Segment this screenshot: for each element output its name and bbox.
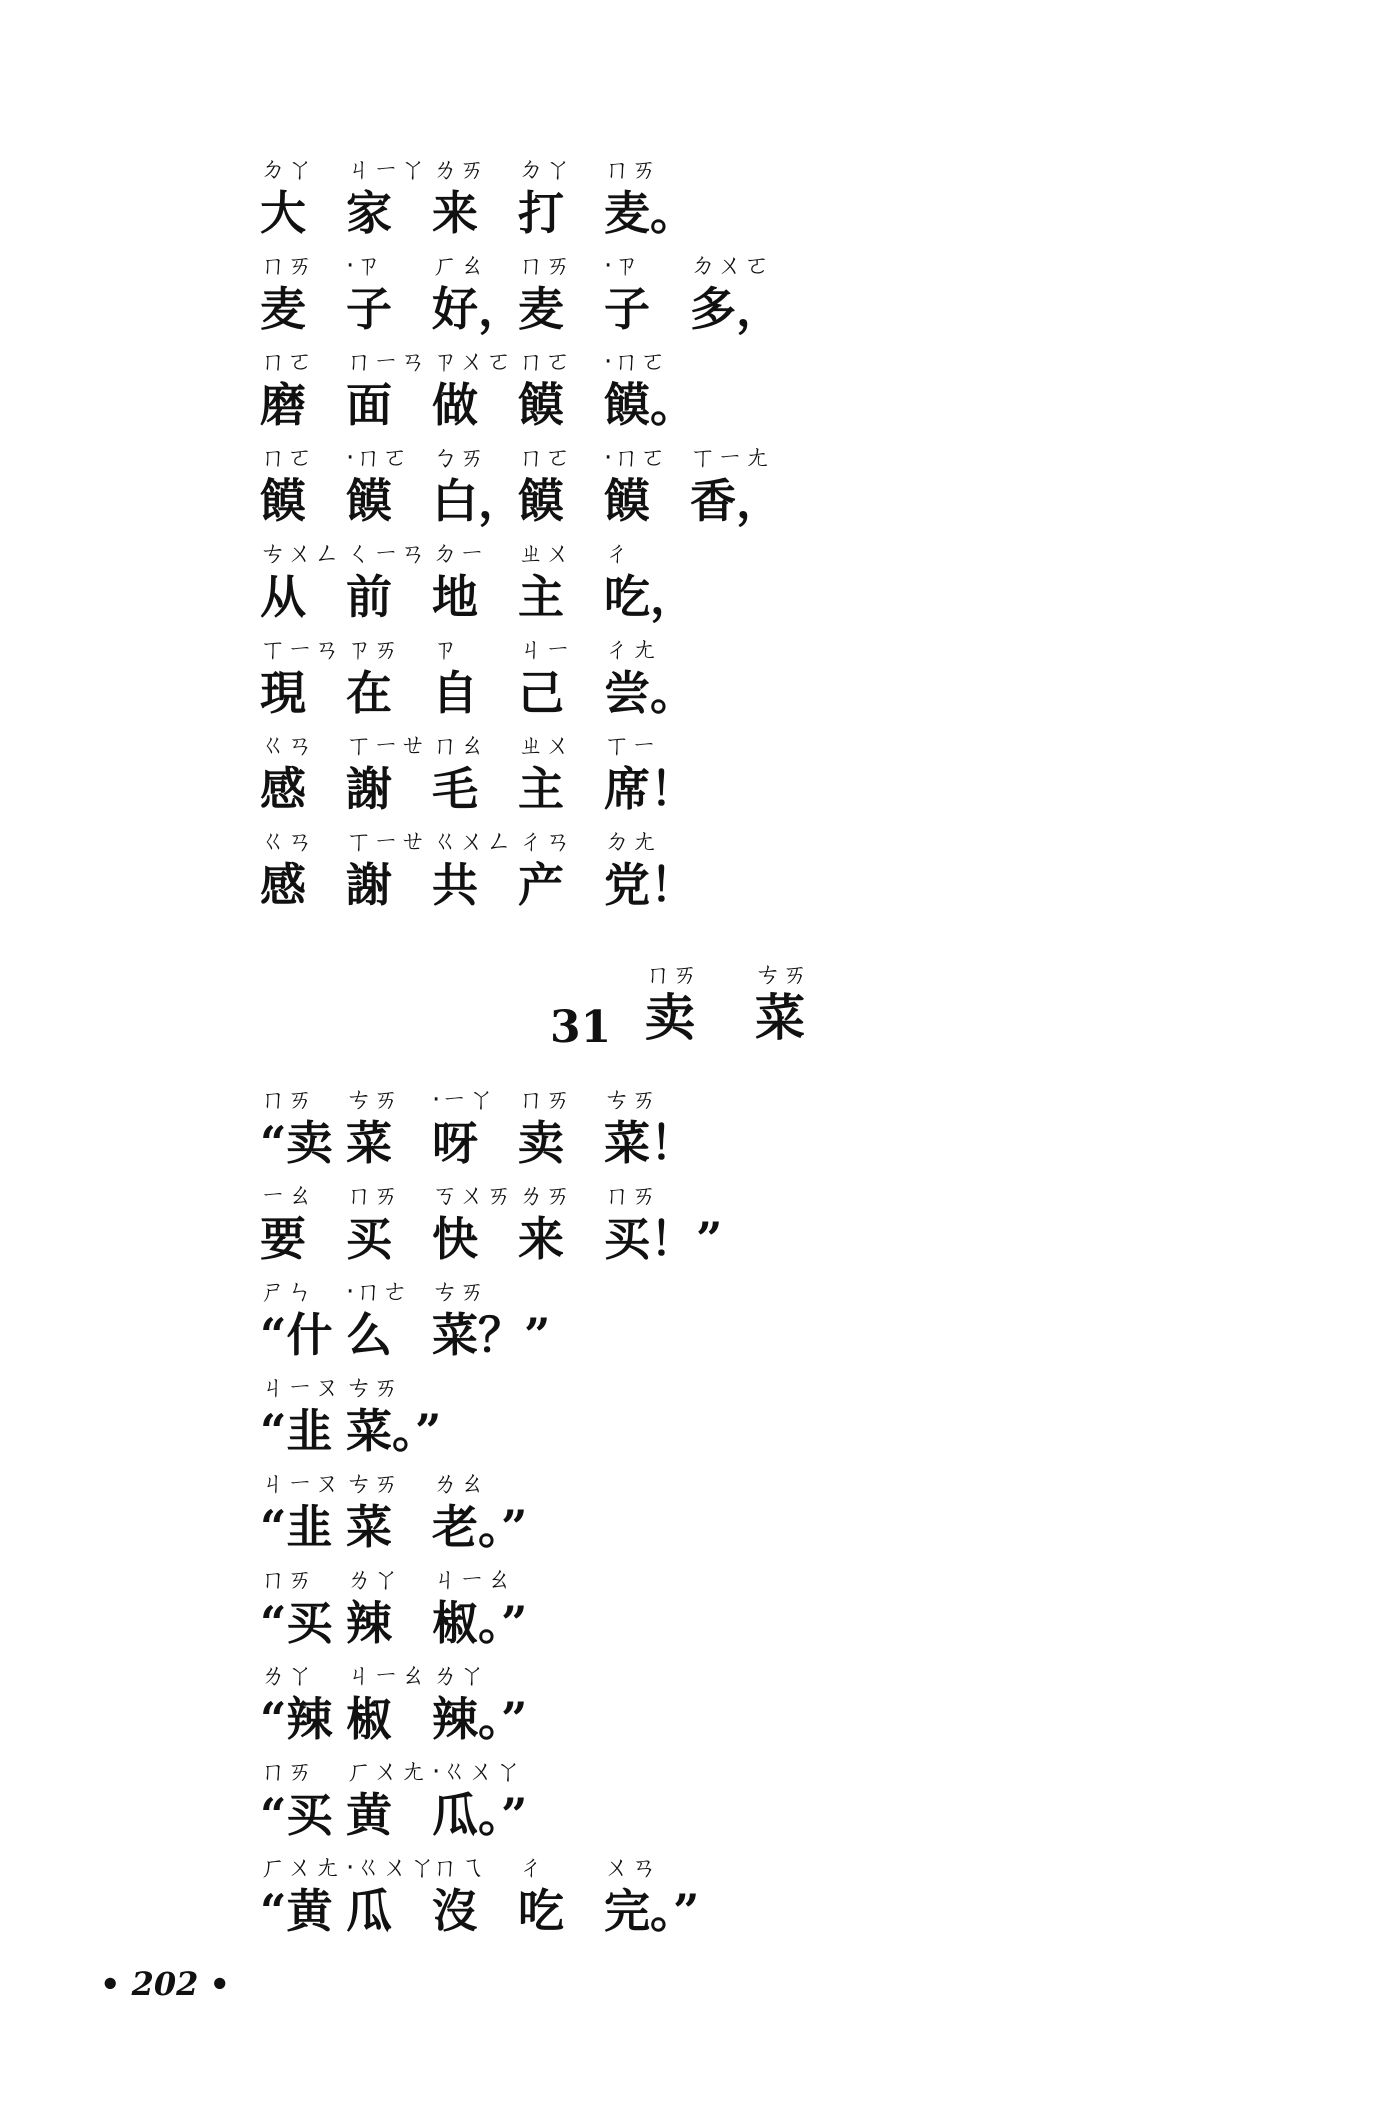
syllable	[346, 539, 442, 627]
zhuyin: ㄒㄧㄢ	[260, 635, 342, 665]
zhuyin: ㄍㄢ	[260, 731, 315, 761]
hanzi: 主	[518, 570, 564, 624]
zhuyin: ㄌㄠ	[432, 1469, 487, 1499]
syllable	[346, 827, 442, 915]
hanzi: 自	[432, 666, 478, 720]
syllable	[346, 635, 442, 723]
syllable	[518, 251, 614, 339]
syllable	[346, 1469, 442, 1557]
hanzi: 己	[518, 666, 564, 720]
hanzi: 謝	[346, 858, 392, 912]
hanzi: 麦	[518, 282, 564, 336]
syllable	[260, 1757, 356, 1845]
hanzi: 卖	[518, 1116, 564, 1170]
hanzi: 子	[604, 282, 650, 336]
zhuyin: ㄓㄨ	[518, 731, 573, 761]
title-char	[755, 960, 865, 1048]
syllable	[518, 347, 614, 435]
syllable	[604, 827, 700, 915]
syllable	[604, 443, 700, 531]
syllable	[432, 1181, 528, 1269]
hanzi: 呀	[432, 1116, 478, 1170]
zhuyin: ·ㄍㄨㄚ	[432, 1757, 523, 1787]
syllable	[432, 1565, 528, 1653]
syllable	[260, 155, 356, 243]
syllable	[604, 731, 700, 819]
zhuyin: ㄐㄧㄠ	[432, 1565, 514, 1595]
zhuyin: ㄐㄧㄚ	[346, 155, 428, 185]
hanzi: 菜？”	[432, 1308, 551, 1362]
syllable	[690, 251, 786, 339]
hanzi: 大	[260, 186, 306, 240]
hanzi: 来	[518, 1212, 564, 1266]
syllable	[518, 1181, 614, 1269]
zhuyin: ㄇㄞ	[260, 1757, 315, 1787]
hanzi: 家	[346, 186, 392, 240]
zhuyin: ㄗㄨㄛ	[432, 347, 514, 377]
zhuyin: ㄎㄨㄞ	[432, 1181, 514, 1211]
zhuyin: ㄗㄞ	[346, 635, 401, 665]
zhuyin: ㄌㄚ	[432, 1661, 487, 1691]
syllable	[432, 443, 528, 531]
hanzi: 共	[432, 858, 478, 912]
syllable	[604, 347, 700, 435]
hanzi: 饃	[604, 474, 650, 528]
hanzi: 面	[346, 378, 392, 432]
syllable	[432, 251, 528, 339]
syllable	[346, 443, 442, 531]
hanzi: 买！”	[604, 1212, 723, 1266]
zhuyin: ㄓㄨ	[518, 539, 573, 569]
syllable	[604, 155, 700, 243]
hanzi: 么	[346, 1308, 392, 1362]
syllable	[690, 443, 786, 531]
zhuyin: ㄇㄞ	[260, 1565, 315, 1595]
hanzi: “辣	[260, 1692, 333, 1746]
syllable	[346, 731, 442, 819]
hanzi: “卖	[260, 1116, 333, 1170]
zhuyin: ㄇㄞ	[260, 1085, 315, 1115]
syllable	[260, 1373, 356, 1461]
zhuyin: ㄐㄧㄡ	[260, 1373, 342, 1403]
hanzi: 黄	[346, 1788, 392, 1842]
hanzi: 老。”	[432, 1500, 528, 1554]
zhuyin: ㄇㄛ	[260, 347, 315, 377]
zhuyin: ㄗ	[432, 635, 460, 665]
zhuyin: ·ㄗ	[346, 251, 383, 281]
hanzi: 菜	[346, 1116, 392, 1170]
syllable	[432, 1085, 528, 1173]
syllable	[604, 635, 700, 723]
hanzi: 完。”	[604, 1884, 700, 1938]
zhuyin: ㄉㄧ	[432, 539, 487, 569]
zhuyin: ㄔㄢ	[518, 827, 573, 857]
zhuyin: ㄇㄧㄢ	[346, 347, 428, 377]
syllable	[346, 1757, 442, 1845]
syllable	[260, 731, 356, 819]
hanzi: 饃	[260, 474, 306, 528]
zhuyin: ㄇㄞ	[518, 1085, 573, 1115]
zhuyin: ·ㄇㄛ	[604, 443, 668, 473]
zhuyin: ㄏㄨㄤ	[260, 1853, 342, 1883]
syllable	[518, 155, 614, 243]
zhuyin: ㄇㄞ	[604, 155, 659, 185]
zhuyin: ㄑㄧㄢ	[346, 539, 428, 569]
zhuyin: ㄧㄠ	[260, 1181, 315, 1211]
hanzi: 磨	[260, 378, 306, 432]
hanzi: 买	[346, 1212, 392, 1266]
section-heading	[550, 960, 870, 1060]
zhuyin: ·ㄍㄨㄚ	[346, 1853, 437, 1883]
zhuyin: ㄘㄞ	[346, 1085, 401, 1115]
syllable	[346, 1085, 442, 1173]
syllable	[432, 635, 528, 723]
zhuyin: ㄉㄤ	[604, 827, 659, 857]
syllable	[518, 827, 614, 915]
hanzi: 子	[346, 282, 392, 336]
syllable	[518, 731, 614, 819]
zhuyin: ㄇㄛ	[518, 347, 573, 377]
hanzi: 吃	[518, 1884, 564, 1938]
zhuyin: ·ㄇㄛ	[346, 443, 410, 473]
syllable	[346, 347, 442, 435]
zhuyin: ㄐㄧ	[518, 635, 573, 665]
syllable	[346, 155, 442, 243]
hanzi: 菜	[346, 1500, 392, 1554]
syllable	[346, 1661, 442, 1749]
hanzi: 瓜。”	[432, 1788, 528, 1842]
syllable	[432, 539, 528, 627]
hanzi: 来	[432, 186, 478, 240]
zhuyin: ㄒㄧㄝ	[346, 731, 428, 761]
section-number: 31	[550, 1002, 612, 1053]
zhuyin: ㄍㄨㄥ	[432, 827, 514, 857]
syllable	[260, 827, 356, 915]
syllable	[432, 155, 528, 243]
syllable	[260, 1469, 356, 1557]
page-number: • 202 •	[100, 1965, 230, 2003]
hanzi: 饃。	[604, 378, 696, 432]
zhuyin: ㄕㄣ	[260, 1277, 315, 1307]
syllable	[432, 1661, 528, 1749]
hanzi: 卖	[645, 988, 695, 1047]
syllable	[260, 443, 356, 531]
zhuyin: ㄉㄨㄛ	[690, 251, 772, 281]
syllable	[346, 1181, 442, 1269]
hanzi: 做	[432, 378, 478, 432]
zhuyin: ㄇㄠ	[432, 731, 487, 761]
hanzi: 多，	[690, 282, 782, 336]
syllable	[604, 1181, 723, 1269]
hanzi: 白，	[432, 474, 524, 528]
syllable	[260, 1661, 356, 1749]
hanzi: 菜！	[604, 1116, 696, 1170]
hanzi: 要	[260, 1212, 306, 1266]
hanzi: 菜。”	[346, 1404, 442, 1458]
zhuyin: ·ㄇㄛ	[604, 347, 668, 377]
zhuyin: ㄌㄚ	[260, 1661, 315, 1691]
hanzi: 从	[260, 570, 306, 624]
hanzi: “买	[260, 1596, 333, 1650]
syllable	[604, 251, 700, 339]
syllable	[346, 1277, 442, 1365]
zhuyin: ㄒㄧㄤ	[690, 443, 772, 473]
syllable	[346, 1853, 442, 1941]
zhuyin: ㄐㄧㄠ	[346, 1661, 428, 1691]
syllable	[604, 539, 700, 627]
syllable	[432, 1853, 528, 1941]
hanzi: 快	[432, 1212, 478, 1266]
hanzi: 尝。	[604, 666, 696, 720]
zhuyin: ㄉㄚ	[518, 155, 573, 185]
syllable	[260, 347, 356, 435]
syllable	[432, 1469, 528, 1557]
zhuyin: ㄏㄠ	[432, 251, 487, 281]
syllable	[260, 539, 356, 627]
zhuyin: ·ㄇㄜ	[346, 1277, 410, 1307]
zhuyin: ㄍㄢ	[260, 827, 315, 857]
zhuyin: ㄘㄞ	[346, 1469, 401, 1499]
hanzi: 椒。”	[432, 1596, 528, 1650]
syllable	[260, 1181, 356, 1269]
hanzi: 辣	[346, 1596, 392, 1650]
zhuyin: ㄘㄞ	[432, 1277, 487, 1307]
syllable	[260, 1565, 356, 1653]
hanzi: “韭	[260, 1500, 333, 1554]
syllable	[346, 251, 442, 339]
hanzi: 瓜	[346, 1884, 392, 1938]
syllable	[604, 1853, 700, 1941]
zhuyin: ㄔㄤ	[604, 635, 659, 665]
zhuyin: ㄘㄨㄥ	[260, 539, 342, 569]
zhuyin: ㄌㄞ	[518, 1181, 573, 1211]
title-char	[645, 960, 755, 1048]
zhuyin: ㄘㄞ	[604, 1085, 659, 1115]
hanzi: 感	[260, 762, 306, 816]
zhuyin: ㄇㄞ	[260, 251, 315, 281]
syllable	[518, 635, 614, 723]
zhuyin: ㄐㄧㄡ	[260, 1469, 342, 1499]
hanzi: 香，	[690, 474, 782, 528]
hanzi: 麦	[260, 282, 306, 336]
syllable	[260, 1853, 356, 1941]
hanzi: 产	[518, 858, 564, 912]
hanzi: 饃	[518, 474, 564, 528]
hanzi: 前	[346, 570, 392, 624]
zhuyin: ㄉㄚ	[260, 155, 315, 185]
syllable	[346, 1373, 442, 1461]
zhuyin: ㄇㄞ	[645, 960, 700, 990]
syllable	[432, 1277, 551, 1365]
zhuyin: ㄇㄟ	[432, 1853, 487, 1883]
hanzi: 吃，	[604, 570, 696, 624]
hanzi: 麦。	[604, 186, 696, 240]
syllable	[432, 827, 528, 915]
hanzi: 地	[432, 570, 478, 624]
syllable	[518, 1853, 614, 1941]
zhuyin: ㄔ	[604, 539, 632, 569]
syllable	[432, 731, 528, 819]
hanzi: 椒	[346, 1692, 392, 1746]
zhuyin: ㄇㄞ	[518, 251, 573, 281]
syllable	[346, 1565, 442, 1653]
zhuyin: ㄌㄞ	[432, 155, 487, 185]
syllable	[260, 635, 356, 723]
hanzi: 打	[518, 186, 564, 240]
zhuyin: ㄇㄛ	[260, 443, 315, 473]
hanzi: “黄	[260, 1884, 333, 1938]
hanzi: 沒	[432, 1884, 478, 1938]
hanzi: 主	[518, 762, 564, 816]
zhuyin: ㄘㄞ	[346, 1373, 401, 1403]
zhuyin: ㄇㄛ	[518, 443, 573, 473]
zhuyin: ㄘㄞ	[755, 960, 810, 990]
zhuyin: ㄒㄧ	[604, 731, 659, 761]
syllable	[260, 1085, 356, 1173]
zhuyin: ㄅㄞ	[432, 443, 487, 473]
zhuyin: ·ㄧㄚ	[432, 1085, 496, 1115]
hanzi: 饃	[346, 474, 392, 528]
zhuyin: ㄇㄞ	[346, 1181, 401, 1211]
hanzi: 現	[260, 666, 306, 720]
syllable	[260, 1277, 356, 1365]
syllable	[518, 539, 614, 627]
syllable	[518, 443, 614, 531]
hanzi: “什	[260, 1308, 333, 1362]
zhuyin: ㄏㄨㄤ	[346, 1757, 428, 1787]
syllable	[432, 1757, 528, 1845]
syllable	[518, 1085, 614, 1173]
hanzi: 毛	[432, 762, 478, 816]
hanzi: 席！	[604, 762, 696, 816]
hanzi: 好，	[432, 282, 524, 336]
hanzi: 辣。”	[432, 1692, 528, 1746]
hanzi: 菜	[755, 988, 805, 1047]
hanzi: 謝	[346, 762, 392, 816]
zhuyin: ㄇㄞ	[604, 1181, 659, 1211]
zhuyin: ·ㄗ	[604, 251, 641, 281]
syllable	[604, 1085, 700, 1173]
hanzi: 感	[260, 858, 306, 912]
zhuyin: ㄔ	[518, 1853, 546, 1883]
hanzi: “买	[260, 1788, 333, 1842]
syllable	[432, 347, 528, 435]
hanzi: “韭	[260, 1404, 333, 1458]
hanzi: 饃	[518, 378, 564, 432]
hanzi: 在	[346, 666, 392, 720]
hanzi: 党！	[604, 858, 696, 912]
zhuyin: ㄨㄢ	[604, 1853, 659, 1883]
zhuyin: ㄌㄚ	[346, 1565, 401, 1595]
syllable	[260, 251, 356, 339]
zhuyin: ㄒㄧㄝ	[346, 827, 428, 857]
